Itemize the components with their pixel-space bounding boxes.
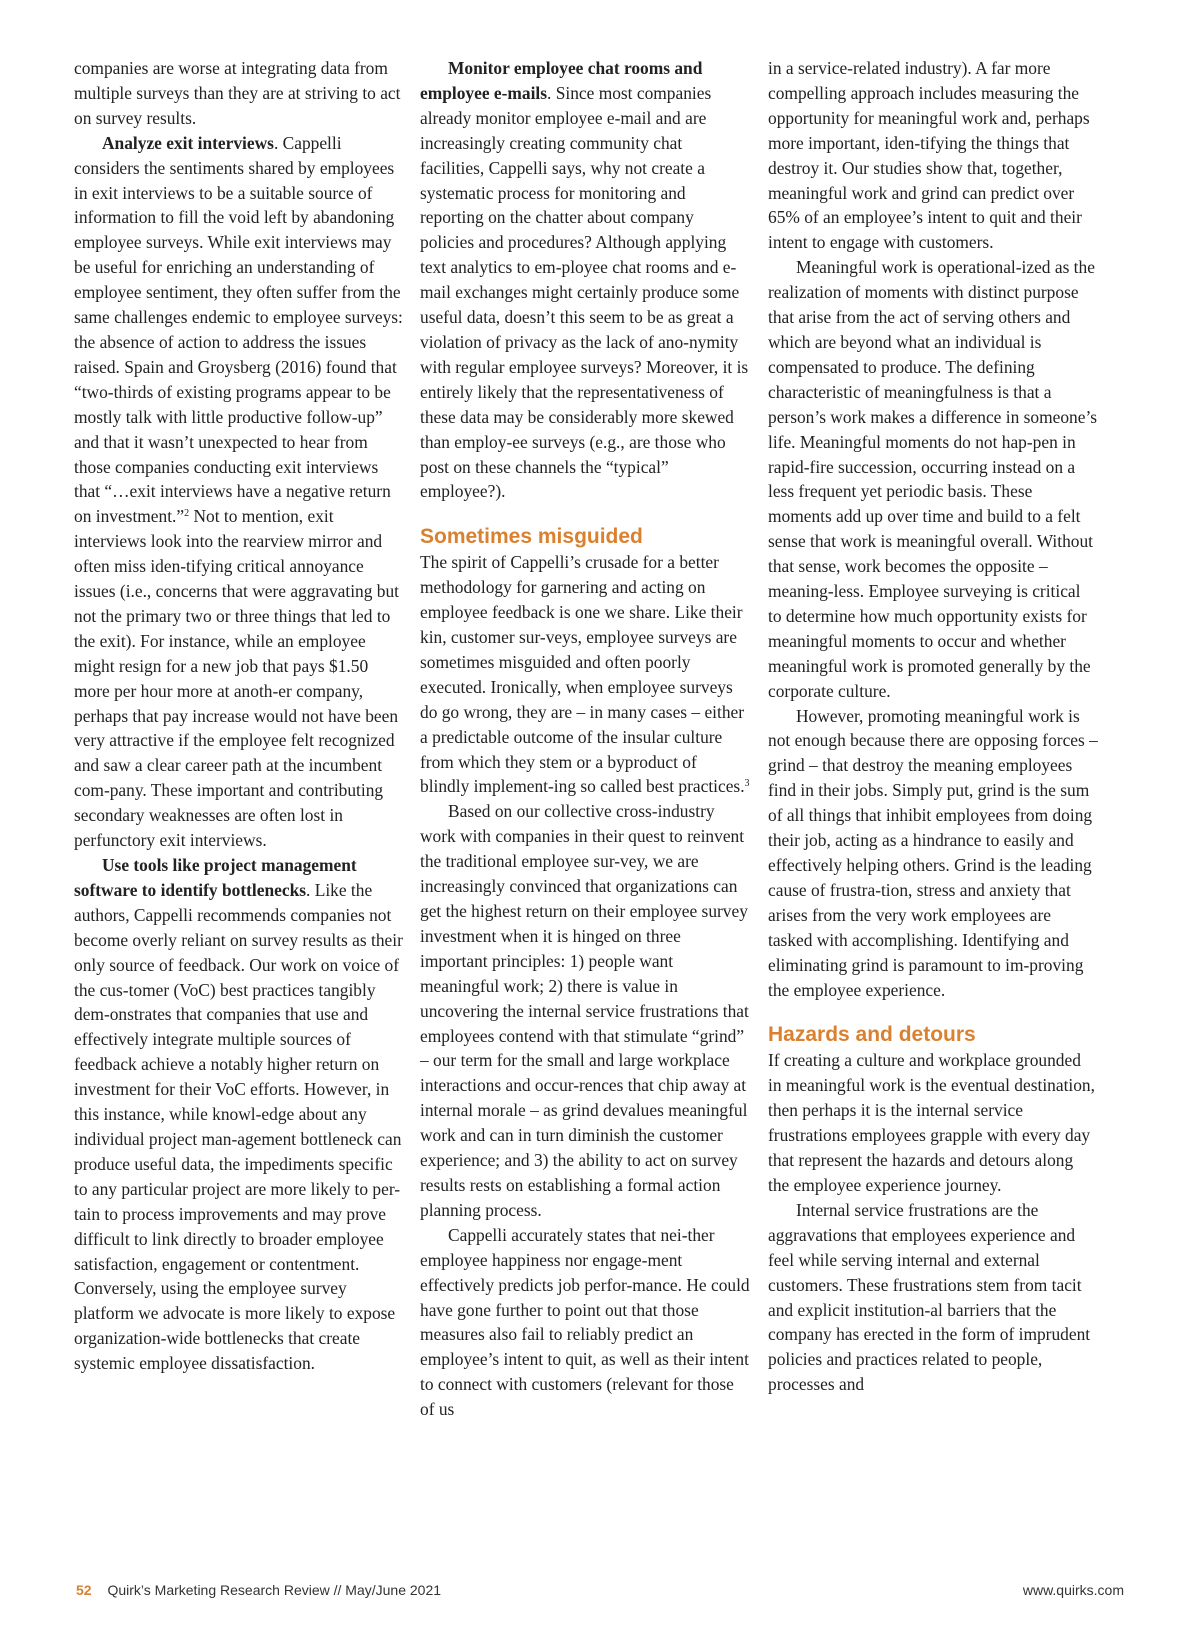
paragraph: in a service-related industry). A far more compelling approach includes measuring the opportunity for meaningful work and, perhaps more important, iden-tifying the things that destroy it. Our studies show that, together, meaningful work and grind can predict over 65% of an employee’s intent to quit and their intent to engage with customers. xyxy=(768,58,1090,253)
paragraph: companies are worse at integrating data from multiple surveys than they are at striving to act on survey results. xyxy=(74,58,401,128)
paragraph: If creating a culture and workplace grounded in meaningful work is the eventual destination, then perhaps it is the internal service frustrations employees grapple with every day that represent the hazards and detours along the employee experience journey. xyxy=(768,1050,1095,1195)
paragraph: However, promoting meaningful work is not enough because there are opposing forces – grind – that destroy the meaning employees find in their jobs. Simply put, grind is the sum of all things that inhibit employees from doing their job, acting as a hindrance to easily and effectively helping others. Grind is the leading cause of frustra-tion, stress and anxiety that arises from the very work employees are tasked with accomplishing. Identifying and eliminating grind is paramount to im-proving the employee experience. xyxy=(768,705,1098,1000)
paragraph xyxy=(74,853,404,1376)
paragraph: Based on our collective cross-industry work with companies in their quest to reinvent the traditional employee sur-vey, we are increasingly convinced that organizations can get the highest return on their employee survey investment when it is hinged on three important principles: 1) people want meaningful work; 2) there is value in uncovering the internal service frustrations that employees contend with that stimulate “grind” – our term for the small and large workplace interactions and occur-rences that chip away at internal morale – as grind devalues meaningful work and can in turn diminish the customer experience; and 3) the ability to act on survey results rests on establishing a formal action planning process. xyxy=(420,801,749,1220)
section-heading: Sometimes misguided xyxy=(420,525,643,549)
paragraph-body: . Like the authors, Cappelli recommends companies not become overly reliant on survey results as their only source of feedback. Our work on voice of the cus-tomer (VoC) best practices tangibly dem-onstrates that companies that use and effectively integrate multiple sources of feedback achieve a notably higher return on investment for their VoC efforts. However, in this instance, while knowl-edge about any individual project man-agement bottleneck can produce useful data, the impediments specific to any particular project are more likely to per-tain to process improvements and may prove difficult to link directly to broader employee satisfaction, engagement or contentment. Conversely, using the employee survey platform we advocate is more likely to expose organization-wide bottlenecks that create systemic employee dissatisfaction. xyxy=(74,879,403,1374)
paragraph xyxy=(420,56,750,504)
paragraph-body: . Since most companies already monitor employee e-mail and are increasingly creating community chat facilities, Cappelli says, why not create a systematic process for monitoring and reporting on the chatter about company policies and procedures? Although applying text analytics to em-ployee chat rooms and e-mail exchanges might certainly produce some useful data, doesn’t this seem to be as great a violation of privacy as the lack of ano-nymity with regular employee surveys? Moreover, it is entirely likely that the representativeness of these data may be considerably more skewed than employ-ee surveys (e.g., are those who post on these channels the “typical” employee?). xyxy=(420,82,749,502)
footnote-marker: 3 xyxy=(744,778,750,790)
paragraph: Meaningful work is operational-ized as the realization of moments with distinct purpose that arise from the act of serving others and which are beyond what an individual is compensated to produce. The defining characteristic of meaningfulness is that a person’s work makes a difference in someone’s life. Meaningful moments do not hap-pen in rapid-fire succession, occurring instead on a less frequent yet periodic basis. These moments add up over time and build to a felt sense that work is meaningful overall. Without that sense, work becomes the opposite – meaning-less. Employee surveying is critical to determine how much opportunity exists for meaningful moments to occur and whether meaningful work is promoted generally by the corporate culture. xyxy=(768,257,1098,701)
paragraph: Internal service frustrations are the aggravations that employees experience and feel while serving internal and external customers. These frustrations stem from tacit and explicit institution-al barriers that the company has erected in the form of imprudent policies and practices related to people, processes and xyxy=(768,1199,1091,1395)
website-link[interactable]: www.quirks.com xyxy=(1022,1582,1124,1598)
footnote-marker: 2 xyxy=(184,508,190,520)
column-3 xyxy=(768,56,1098,1397)
page-footer xyxy=(76,1578,1124,1602)
paragraph-body: The spirit of Cappelli’s crusade for a better methodology for garnering and acting on employee feedback is one we share. Like their kin, customer sur-veys, employee surveys are sometimes misguided and often poorly executed. Ironically, when employee surveys do go wrong, they are – in many cases – either a predictable outcome of the insular culture from which they stem or a byproduct of blindly implement-ing so called best practices. xyxy=(420,552,745,797)
publication-title: Quirk’s Marketing Research Review // May/June 2021 xyxy=(107,1582,442,1598)
section-heading: Hazards and detours xyxy=(768,1023,976,1047)
page-number: 52 xyxy=(76,1582,92,1598)
paragraph-lead: Monitor employee chat rooms and employee e-mails xyxy=(420,58,703,103)
paragraph xyxy=(74,131,404,853)
paragraph xyxy=(420,550,750,799)
paragraph: Cappelli accurately states that nei-ther employee happiness nor engage-ment effectively predicts job perfor-mance. He could have gone further to point out that those measures also fail to reliably predict an employee’s intent to quit, as well as their intent to connect with customers (relevant for those of us xyxy=(420,1224,750,1420)
column-1 xyxy=(74,56,404,1376)
paragraph-lead: Analyze exit interviews xyxy=(102,132,274,153)
paragraph-body: . Cappelli considers the sentiments shared by employees in exit interviews to be a suitable source of information to fill the void left by abandoning employee surveys. While exit interviews may be useful for enriching an understanding of employee sentiment, they often suffer from the same challenges endemic to employee surveys: the absence of action to address the issues raised. Spain and Groysberg (2016) found that “two-thirds of existing programs appear to be mostly talk with little productive follow-up” and that it wasn’t unexpected to hear from those companies conducting exit interviews that “…exit interviews have a negative return on investment.” xyxy=(74,132,403,527)
column-2 xyxy=(420,56,750,1422)
paragraph-body: Not to mention, exit interviews look into the rearview mirror and often miss iden-tifying critical annoyance issues (i.e., concerns that were aggravating but not the primary two or three things that led to the exit). For instance, while an employee might resign for a new job that pays $1.50 more per hour more at anoth-er company, perhaps that pay increase would not have been very attractive if the employee felt recognized and saw a clear career path at the incumbent com-pany. These important and contributing secondary weaknesses are often lost in perfunctory exit interviews. xyxy=(74,506,399,851)
paragraph-lead: Use tools like project management software to identify bottlenecks xyxy=(74,855,357,900)
